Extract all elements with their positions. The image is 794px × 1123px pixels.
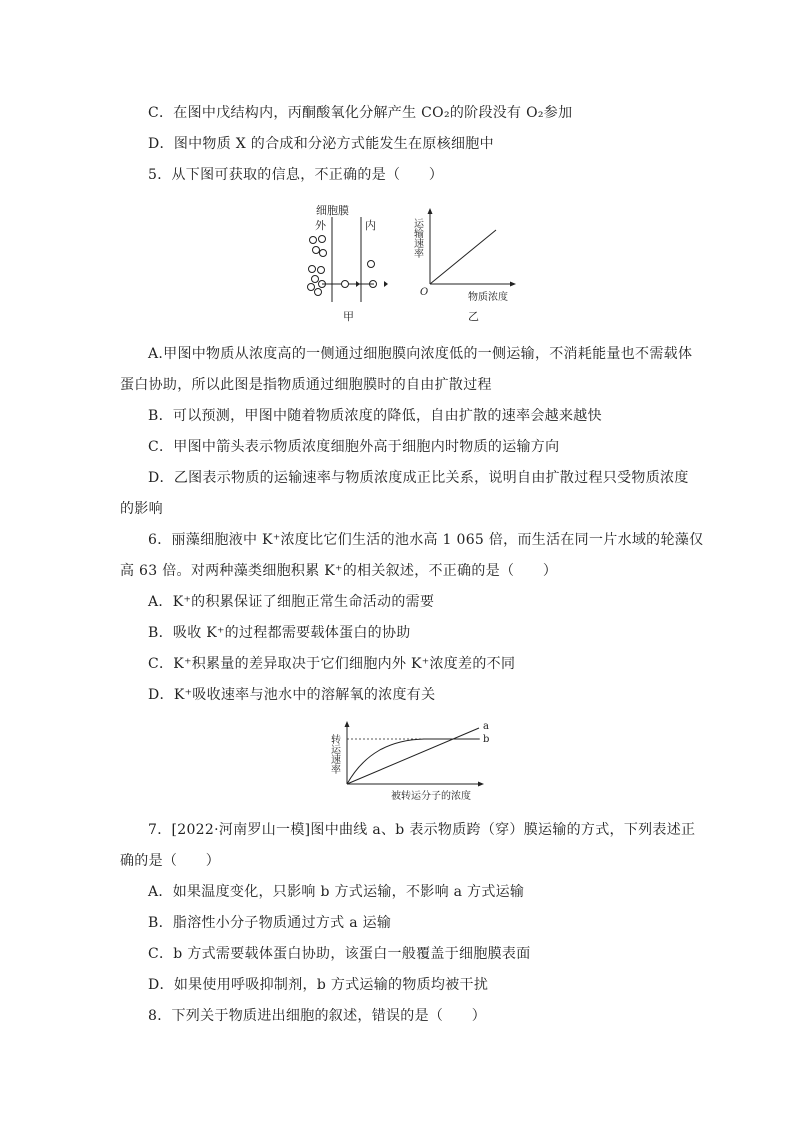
q5-figure-jia (300, 200, 400, 328)
q5-option-a-line1: A.甲图中物质从浓度高的一侧通过细胞膜向浓度低的一侧运输，不消耗能量也不需载体 (148, 346, 693, 362)
q5-option-b: B．可以预测，甲图中随着物质浓度的降低，自由扩散的速率会越来越快 (148, 408, 602, 424)
q7-stem-line2: 确的是（ ） (120, 853, 221, 869)
q6-stem-line1: 6．丽藻细胞液中 K⁺浓度比它们生活的池水高 1 065 倍，而生活在同一片水域的轮藻仅 (148, 532, 704, 548)
yi-rate-line (430, 230, 496, 284)
q7-curve-b (347, 739, 479, 784)
q5-figure-yi (408, 208, 520, 326)
q6-option-a: A．K⁺的积累保证了细胞正常生命活动的需要 (148, 594, 435, 610)
yi-ylabel (412, 218, 424, 258)
q7-curve-a (347, 728, 479, 784)
inside-label: 内 (365, 219, 376, 232)
q7-xlabel: 被转运分子的浓度 (391, 791, 471, 802)
q5-stem: 5．从下图可获取的信息，不正确的是（ ） (148, 167, 444, 183)
q7-y-arrow (345, 721, 350, 727)
yi-y-arrow (428, 208, 433, 214)
outside-label: 外 (315, 219, 326, 232)
q6-option-d: D．K⁺吸收速率与池水中的溶解氧的浓度有关 (148, 687, 436, 703)
yi-ylabel-text: 运输速率 (411, 218, 423, 258)
q4-option-d: D．图中物质 X 的合成和分泌方式能发生在原核细胞中 (148, 136, 494, 152)
molecules-outside (308, 236, 327, 296)
q7-option-b: B．脂溶性小分子物质通过方式 a 运输 (148, 915, 392, 931)
q7-stem-line1: 7．[2022·河南罗山一模]图中曲线 a、b 表示物质跨（穿）膜运输的方式，下列表述正 (148, 822, 696, 838)
molecules-inside (368, 261, 377, 288)
q7-option-a: A．如果温度变化，只影响 b 方式运输，不影响 a 方式运输 (148, 884, 525, 900)
q5-option-a-line2: 蛋白协助，所以此图是指物质通过细胞膜时的自由扩散过程 (120, 377, 492, 393)
q6-stem-line2: 高 63 倍。对两种藻类细胞积累 K⁺的相关叙述，不正确的是（ ） (120, 563, 558, 579)
caption-yi: 乙 (468, 310, 479, 323)
q5-option-d-line2: 的影响 (120, 501, 163, 517)
q7-curve-b-label: b (483, 734, 490, 745)
q6-option-b: B．吸收 K⁺的过程都需要载体蛋白的协助 (148, 625, 411, 641)
q7-curve-a-label: a (483, 721, 489, 732)
yi-x-arrow (510, 282, 516, 287)
q7-option-d: D．如果使用呼吸抑制剂，b 方式运输的物质均被干扰 (148, 977, 489, 993)
q7-transport-chart (324, 718, 504, 804)
q7-x-arrow (478, 782, 484, 787)
yi-origin: O (420, 287, 429, 298)
membrane-label: 细胞膜 (316, 204, 349, 217)
q6-option-c: C．K⁺积累量的差异取决于它们细胞内外 K⁺浓度差的不同 (148, 656, 516, 672)
q7-option-c: C．b 方式需要载体蛋白协助，该蛋白一般覆盖于细胞膜表面 (148, 946, 531, 962)
q4-option-c: C．在图中戊结构内，丙酮酸氧化分解产生 CO₂的阶段没有 O₂参加 (148, 105, 573, 121)
q5-option-d-line1: D．乙图表示物质的运输速率与物质浓度成正比关系，说明自由扩散过程只受物质浓度 (148, 470, 689, 486)
q5-option-c: C．甲图中箭头表示物质浓度细胞外高于细胞内时物质的运输方向 (148, 439, 560, 455)
q8-stem: 8．下列关于物质进出细胞的叙述，错误的是（ ） (148, 1008, 487, 1024)
q7-ylabel: 转运速率 (328, 734, 340, 774)
caption-jia: 甲 (343, 310, 354, 323)
yi-xlabel: 物质浓度 (468, 292, 508, 303)
